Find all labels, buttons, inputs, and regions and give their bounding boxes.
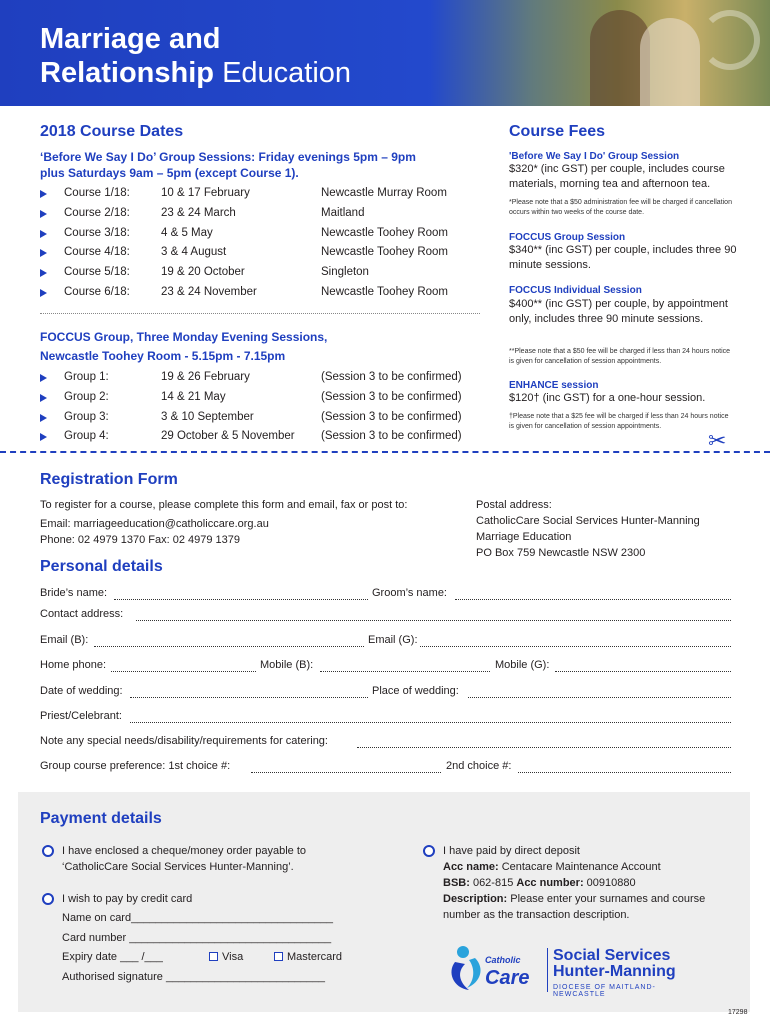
group-note: (Session 3 to be confirmed) <box>321 430 462 443</box>
registration-heading: Registration Form <box>40 471 178 488</box>
course-venue: Newcastle Toohey Room <box>321 246 448 259</box>
group-row <box>40 391 480 409</box>
personal-details-heading: Personal details <box>40 558 163 575</box>
logo-catholic-care: Catholic Care <box>485 955 530 989</box>
priest-label: Priest/Celebrant: <box>40 710 122 722</box>
registration-intro: To register for a course, please complete this form and email, fax or post to: <box>40 499 408 511</box>
mobile-b-label: Mobile (B): <box>260 659 314 671</box>
bullet-arrow-icon <box>40 374 47 382</box>
group-note: (Session 3 to be confirmed) <box>321 410 462 423</box>
description-line: Description: Please enter your surnames and course number as the transaction description. <box>443 893 706 921</box>
course-row <box>40 246 480 264</box>
visa-label: Visa <box>222 951 244 963</box>
course-name: Course 4/18: <box>64 246 130 259</box>
registration-email: Email: marriageeducation@catholiccare.org.au <box>40 518 269 530</box>
signature-field[interactable]: Authorised signature __________________________ <box>62 971 326 983</box>
fee-enhance-text: $120† (inc GST) for a one-hour session. <box>509 392 706 404</box>
bullet-arrow-icon <box>40 210 47 218</box>
foccus-heading-1: FOCCUS Group, Three Monday Evening Sessions, <box>40 330 328 344</box>
fee-bwsid-note: *Please note that a $50 administration fee will be charged if cancellation occurs within two weeks of the course date. <box>509 199 732 216</box>
bsb-line: BSB: 062-815 Acc number: 00910880 <box>443 877 636 889</box>
course-row <box>40 187 480 205</box>
group-dates: 3 & 10 September <box>161 410 254 423</box>
header-banner <box>0 0 770 106</box>
payment-heading: Payment details <box>40 810 162 827</box>
brides-name-label: Bride’s name: <box>40 587 108 599</box>
course-name: Course 5/18: <box>64 266 130 279</box>
course-row <box>40 266 480 284</box>
group-name: Group 1: <box>64 371 109 383</box>
group-name: Group 3: <box>64 410 109 423</box>
fee-foccus-ind-text: $400** (inc GST) per couple, by appointment only, includes three 90 minute sessions. <box>509 298 728 325</box>
date-of-wedding-field[interactable] <box>130 686 368 698</box>
page-title: Marriage and Relationship Education <box>40 23 352 89</box>
logo-divider <box>547 948 548 992</box>
place-of-wedding-label: Place of wedding: <box>372 685 459 697</box>
mastercard-label: Mastercard <box>287 951 343 963</box>
home-phone-field[interactable] <box>111 660 256 672</box>
course-dates: 19 & 20 October <box>161 266 245 279</box>
email-b-field[interactable] <box>94 635 364 647</box>
swirl-logo-icon <box>700 10 760 70</box>
course-dates: 3 & 4 August <box>161 246 227 259</box>
acc-name-line: Acc name: Centacare Maintenance Account <box>443 861 661 873</box>
bullet-arrow-icon <box>40 230 47 238</box>
group-row <box>40 371 480 389</box>
course-name: Course 3/18: <box>64 226 130 239</box>
bullet-arrow-icon <box>40 433 47 441</box>
credit-card-text: I wish to pay by credit card <box>62 893 193 905</box>
group-note: (Session 3 to be confirmed) <box>321 390 462 403</box>
foccus-heading-2: Newcastle Toohey Room - 5.15pm - 7.15pm <box>40 349 286 363</box>
catholiccare-logo <box>445 940 705 1000</box>
postal-line-3: PO Box 759 Newcastle NSW 2300 <box>476 547 646 559</box>
course-row <box>40 207 480 225</box>
card-number-field[interactable]: Card number _________________________________ <box>62 932 332 944</box>
bullet-arrow-icon <box>40 414 47 422</box>
course-venue: Singleton <box>321 266 369 279</box>
group-dates: 19 & 26 February <box>161 371 250 383</box>
course-name: Course 6/18: <box>64 286 130 298</box>
group-row <box>40 411 480 429</box>
priest-field[interactable] <box>130 711 731 723</box>
second-choice-label: 2nd choice #: <box>446 760 512 772</box>
scissors-icon: ✂ <box>708 428 727 453</box>
postal-line-1: CatholicCare Social Services Hunter-Manning <box>476 515 700 527</box>
mobile-g-label: Mobile (G): <box>495 659 550 671</box>
group-dates: 14 & 21 May <box>161 390 226 403</box>
course-row <box>40 286 480 304</box>
postal-label: Postal address: <box>476 499 552 511</box>
section-divider <box>40 313 480 314</box>
email-g-field[interactable] <box>420 635 731 647</box>
course-venue: Maitland <box>321 206 365 219</box>
special-needs-field[interactable] <box>357 736 731 748</box>
brides-name-field[interactable] <box>114 588 368 600</box>
cheque-text-1: I have enclosed a cheque/money order payable to <box>62 845 306 857</box>
course-dates: 4 & 5 May <box>161 226 213 239</box>
expiry-date-field[interactable]: Expiry date ___ /___ <box>62 951 163 963</box>
special-needs-label: Note any special needs/disability/requirements for catering: <box>40 735 328 747</box>
fee-bwsid-heading: 'Before We Say I Do' Group Session <box>509 151 680 162</box>
course-dates: 23 & 24 November <box>161 286 257 298</box>
cheque-radio[interactable] <box>42 845 54 857</box>
grooms-name-label: Groom’s name: <box>372 587 447 599</box>
registration-phone: Phone: 02 4979 1370 Fax: 02 4979 1379 <box>40 534 241 546</box>
credit-card-radio[interactable] <box>42 893 54 905</box>
fee-enhance-heading: ENHANCE session <box>509 380 599 391</box>
group-name: Group 4: <box>64 430 109 443</box>
contact-address-label: Contact address: <box>40 608 124 620</box>
course-name: Course 1/18: <box>64 187 130 199</box>
couple-photo <box>430 0 770 106</box>
cut-line <box>0 451 770 453</box>
logo-social-services: Social Services Hunter-Manning <box>553 947 676 980</box>
visa-checkbox[interactable] <box>209 952 218 961</box>
fee-foccus-group-heading: FOCCUS Group Session <box>509 232 626 243</box>
email-g-label: Email (G): <box>368 634 418 646</box>
group-row <box>40 430 480 448</box>
grooms-name-field[interactable] <box>455 588 731 600</box>
group-dates: 29 October & 5 November <box>161 430 295 443</box>
fee-foccus-ind-heading: FOCCUS Individual Session <box>509 285 642 296</box>
direct-deposit-text: I have paid by direct deposit <box>443 845 580 857</box>
logo-diocese: DIOCESE OF MAITLAND-NEWCASTLE <box>553 984 656 998</box>
course-dates-subtitle-1: ‘Before We Say I Do’ Group Sessions: Friday evenings 5pm – 9pm <box>40 150 416 164</box>
postal-line-2: Marriage Education <box>476 531 572 543</box>
second-choice-field[interactable] <box>518 761 731 773</box>
bullet-arrow-icon <box>40 249 47 257</box>
course-dates: 23 & 24 March <box>161 206 236 219</box>
mobile-g-field[interactable] <box>555 660 731 672</box>
bullet-arrow-icon <box>40 190 47 198</box>
mastercard-checkbox[interactable] <box>274 952 283 961</box>
direct-deposit-radio[interactable] <box>423 845 435 857</box>
course-dates: 10 & 17 February <box>161 187 250 199</box>
first-choice-field[interactable] <box>251 761 441 773</box>
bullet-arrow-icon <box>40 394 47 402</box>
course-venue: Newcastle Murray Room <box>321 187 447 199</box>
bullet-arrow-icon <box>40 269 47 277</box>
course-dates-subtitle-2: plus Saturdays 9am – 5pm (except Course 1). <box>40 166 299 180</box>
course-dates-heading: 2018 Course Dates <box>40 123 184 140</box>
contact-address-field[interactable] <box>136 609 731 621</box>
place-of-wedding-field[interactable] <box>468 686 731 698</box>
home-phone-label: Home phone: <box>40 659 107 671</box>
course-name: Course 2/18: <box>64 206 130 219</box>
date-of-wedding-label: Date of wedding: <box>40 685 123 697</box>
course-fees-heading: Course Fees <box>509 123 606 140</box>
document-code: 17298 <box>728 1009 748 1016</box>
name-on-card-field[interactable]: Name on card_________________________________ <box>62 912 333 924</box>
fee-bwsid-text: $320* (inc GST) per couple, includes course materials, morning tea and afternoon tea. <box>509 163 725 190</box>
email-b-label: Email (B): <box>40 634 89 646</box>
cheque-text-2: ‘CatholicCare Social Services Hunter-Manning’. <box>62 861 294 873</box>
group-preference-label: Group course preference: 1st choice #: <box>40 760 231 772</box>
group-name: Group 2: <box>64 390 109 403</box>
mobile-b-field[interactable] <box>320 660 490 672</box>
bullet-arrow-icon <box>40 289 47 297</box>
fee-foccus-note: **Please note that a $50 fee will be charged if less than 24 hours notice is given for cancellation of session appointments. <box>509 348 731 365</box>
course-venue: Newcastle Toohey Room <box>321 286 448 298</box>
group-note: (Session 3 to be confirmed) <box>321 371 462 383</box>
fee-foccus-group-text: $340** (inc GST) per couple, includes three 90 minute sessions. <box>509 244 737 271</box>
course-venue: Newcastle Toohey Room <box>321 226 448 239</box>
fee-enhance-note: †Please note that a $25 fee will be charged if less than 24 hours notice is given for cancellation of session appointments. <box>509 413 729 430</box>
course-row <box>40 227 480 245</box>
